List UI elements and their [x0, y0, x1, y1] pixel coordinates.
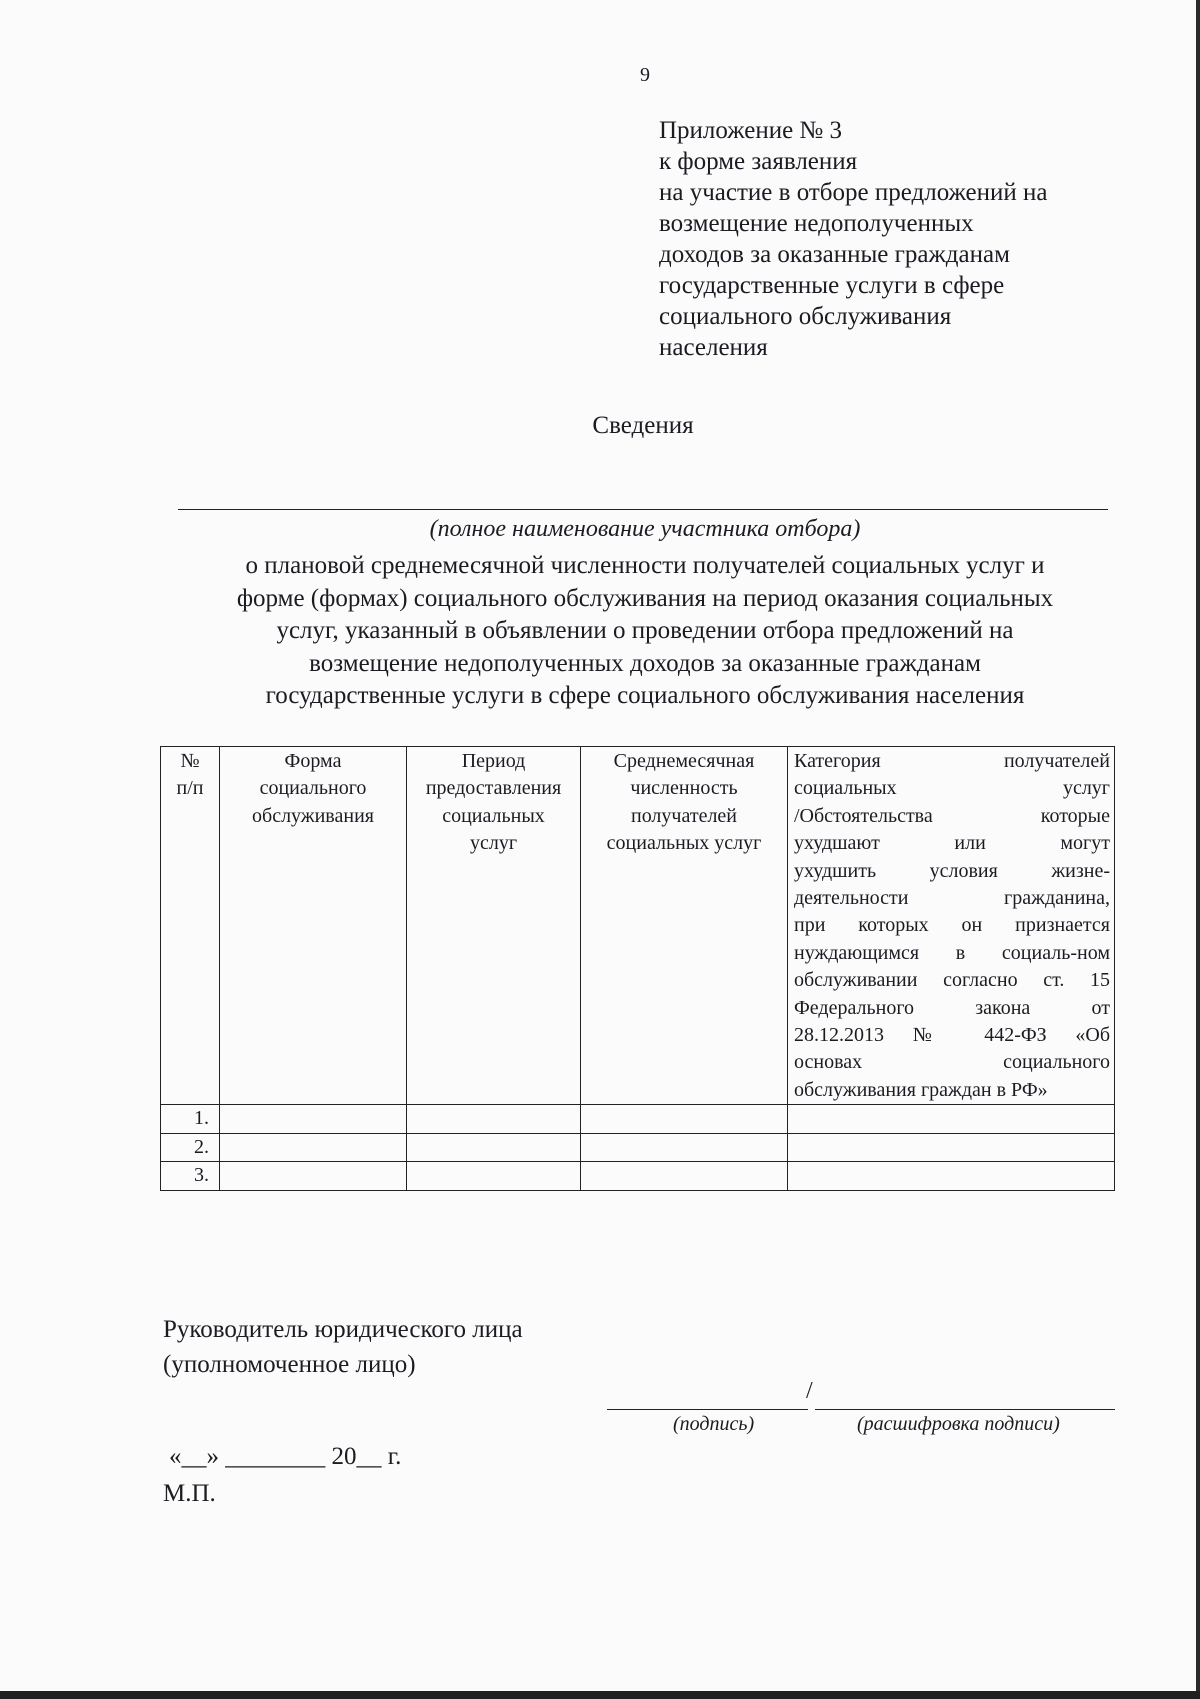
cell-recipient-category [788, 1133, 1115, 1161]
cell-service-period [407, 1133, 581, 1161]
subtitle-line: услуг, указанный в объявлении о проведении отбора предложений на [276, 617, 1014, 644]
cell-service-period [407, 1105, 581, 1133]
appendix-line: социального обслуживания [659, 303, 952, 330]
appendix-line: населения [659, 334, 768, 361]
row-number: 2. [161, 1133, 220, 1161]
scan-edge [1196, 0, 1200, 1699]
scan-edge [0, 1691, 1200, 1699]
appendix-block [659, 115, 1129, 363]
signature-decoding-line [815, 1409, 1115, 1410]
appendix-line: возмещение недополученных [659, 210, 974, 237]
signer-line: (уполномоченное лицо) [163, 1351, 416, 1378]
header-recipient-category: Категория получателей социальных услуг /Обстоятельства которые ухудшают или могут ухудшить условия жизне- деятельности гражданина, при которых он признается нуждающимся в социаль-ном обслуживании согласно ст. 15 Федерального закона от 28.12.2013 № 442-ФЗ «Об основах социального обслуживания граждан в РФ» [788, 747, 1115, 1105]
participant-name-line [178, 509, 1108, 510]
header-average-count: Среднемесячная численность получателей социальных услуг [581, 747, 788, 1105]
date-line: «__» ________ 20__ г. [169, 1443, 402, 1470]
header-number: № п/п [161, 747, 220, 1105]
table-row [161, 1105, 1115, 1133]
cell-average-count [581, 1162, 788, 1190]
header-service-form: Форма социального обслуживания [220, 747, 407, 1105]
document-heading: Сведения [592, 412, 694, 439]
page-number: 9 [640, 64, 650, 86]
header-service-period: Период предоставления социальных услуг [407, 747, 581, 1105]
cell-recipient-category [788, 1162, 1115, 1190]
signer-block [163, 1312, 523, 1382]
subtitle-line: возмещение недополученных доходов за оказанные гражданам [309, 649, 981, 677]
appendix-line: Приложение № 3 [659, 117, 843, 144]
subtitle-line: о плановой среднемесячной численности получателей социальных услуг и [245, 552, 1045, 579]
table-row [161, 1162, 1115, 1190]
recipients-table [160, 746, 1115, 1191]
table-row [161, 1133, 1115, 1161]
signature-decoding-caption: (расшифровка подписи) [857, 1413, 1060, 1435]
row-number: 3. [161, 1162, 220, 1190]
cell-average-count [581, 1133, 788, 1161]
stamp-place: М.П. [163, 1480, 216, 1507]
cell-average-count [581, 1105, 788, 1133]
appendix-line: на участие в отборе предложений на [659, 179, 1048, 206]
subtitle-line: форме (формах) социального обслуживания на период оказания социальных [236, 584, 1054, 612]
signer-line: Руководитель юридического лица [163, 1316, 523, 1343]
row-number: 1. [161, 1105, 220, 1133]
subtitle-line: государственные услуги в сфере социального обслуживания населения [265, 682, 1025, 709]
cell-service-form [220, 1162, 407, 1190]
signature-line [607, 1409, 808, 1410]
participant-name-caption: (полное наименование участника отбора) [429, 516, 861, 542]
cell-service-period [407, 1162, 581, 1190]
cell-service-form [220, 1105, 407, 1133]
signature-separator: / [806, 1378, 813, 1404]
appendix-line: доходов за оказанные гражданам [659, 241, 1010, 268]
cell-recipient-category [788, 1105, 1115, 1133]
cell-service-form [220, 1133, 407, 1161]
table-header-row [161, 747, 1115, 1105]
document-subtitle [150, 550, 1140, 713]
appendix-line: к форме заявления [659, 148, 858, 175]
appendix-line: государственные услуги в сфере [659, 272, 1005, 299]
signature-caption: (подпись) [673, 1413, 755, 1435]
